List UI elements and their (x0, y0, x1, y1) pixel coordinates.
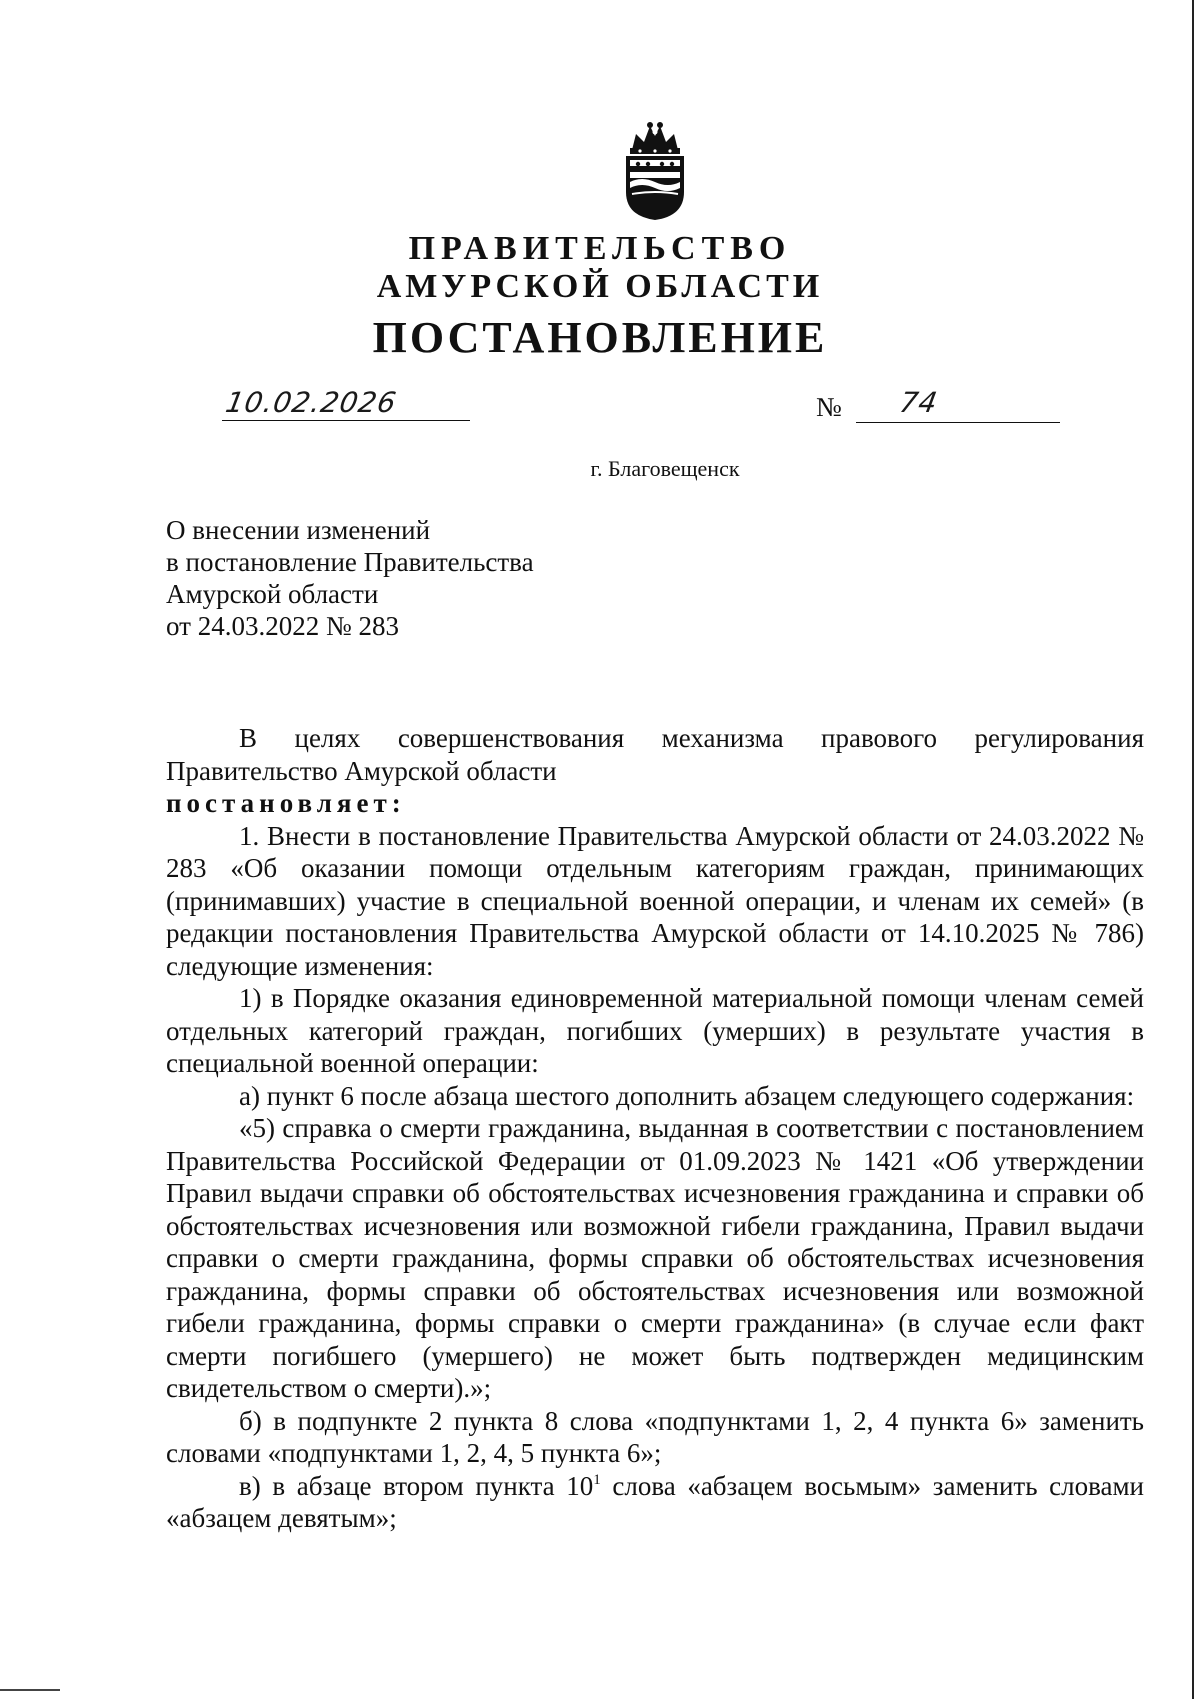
clause-paragraph (166, 1470, 1144, 1535)
subject-line: О внесении изменений (166, 515, 431, 545)
clause-paragraph: 1. Внести в постановление Правительства Амурской области от 24.03.2022 № 283 «Об оказании помощи отдельным категориям граждан, принимающих (принимавших) участие в специальной военной операции, и членам их семей» (в редакции постановления Правительства Амурской области от 14.10.2025 № 786) следующие изменения: (166, 820, 1144, 981)
scan-edge-mark (0, 1689, 60, 1691)
resolves-heading: постановляет: (166, 788, 406, 818)
handwritten-date: 10.02.2026 (223, 386, 400, 419)
government-title: ПРАВИТЕЛЬСТВО (408, 230, 792, 267)
document-body (166, 722, 1144, 1535)
number-field (856, 386, 1060, 423)
subject-block (166, 514, 534, 642)
clause-paragraph: б) в подпункте 2 пункта 8 слова «подпунктами 1, 2, 4 пункта 6» заменить словами «подпунктами 1, 2, 4, 5 пункта 6»; (166, 1405, 1144, 1468)
clause-paragraph: «5) справка о смерти гражданина, выданная в соответствии с постановлением Правительства Российской Федерации от 01.09.2023 № 1421 «Об утверждении Правил выдачи справки об обстоятельствах исчезновения гражданина и справки об обстоятельствах исчезновения или возможной гибели гражданина, Правил выдачи справки о смерти гражданина, формы справки об обстоятельствах исчезновения гражданина, формы справки об обстоятельствах исчезновения или возможной гибели гражданина, формы справки о смерти гражданина» (в случае если факт смерти погибшего (умершего) не может быть подтвержден медицинским свидетельством о смерти).»; (166, 1113, 1144, 1403)
subject-line: от 24.03.2022 № 283 (166, 611, 399, 641)
clause-paragraph: а) пункт 6 после абзаца шестого дополнить абзацем следующего содержания: (239, 1080, 1135, 1111)
superscript: 1 (593, 1471, 601, 1488)
document-type-title: ПОСТАНОВЛЕНИЕ (372, 313, 828, 362)
city-line (0, 456, 1200, 482)
city-name: г. Благовещенск (590, 456, 740, 481)
preamble-line: Правительство Амурской области (166, 755, 557, 786)
region-title: АМУРСКОЙ ОБЛАСТИ (376, 268, 824, 305)
coat-of-arms-icon (618, 120, 692, 222)
clause-text: в) в абзаце втором пункта 10 (239, 1470, 594, 1501)
preamble-line: В целях совершенствования механизма правового регулирования (239, 723, 1144, 753)
subject-line: Амурской области (166, 579, 379, 609)
handwritten-number: 74 (897, 386, 941, 419)
date-field (222, 386, 470, 421)
clause-paragraph: 1) в Порядке оказания единовременной материальной помощи членам семей отдельных категорий граждан, погибших (умерших) в результате участия в специальной военной операции: (166, 983, 1144, 1078)
clause-text: слова «абзацем восьмым» заменить словами «абзацем девятым»; (166, 1470, 1145, 1533)
number-label: № (816, 392, 842, 422)
subject-line: в постановление Правительства (166, 547, 534, 577)
